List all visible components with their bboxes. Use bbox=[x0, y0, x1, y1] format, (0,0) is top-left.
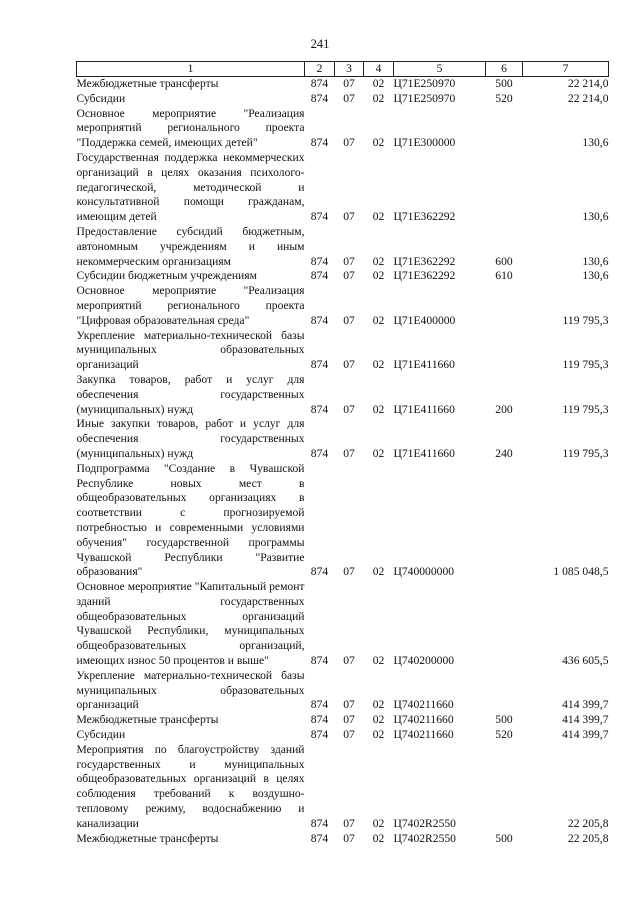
subsection-code: 02 bbox=[372, 713, 385, 727]
expense-type-code: 500 bbox=[495, 77, 513, 90]
subsection-code: 02 bbox=[372, 210, 385, 224]
table-row bbox=[77, 743, 609, 832]
target-article-code: Ц71Е411660 bbox=[393, 358, 455, 372]
subsection-code: 02 bbox=[372, 402, 385, 416]
subsection-code: 02 bbox=[372, 136, 385, 150]
expense-type-code bbox=[486, 580, 523, 669]
target-article-code: Ц71Е250970 bbox=[393, 77, 456, 90]
row-name: Субсидии bbox=[76, 728, 126, 742]
column-header: 3 bbox=[335, 62, 364, 77]
table-row bbox=[77, 462, 609, 580]
section-code: 07 bbox=[343, 254, 355, 268]
table-row bbox=[77, 269, 609, 284]
ministry-code: 874 bbox=[310, 728, 329, 742]
expense-type-code: 500 bbox=[495, 831, 513, 845]
amount: 119 795,3 bbox=[562, 313, 609, 327]
target-article-code: Ц7402R2550 bbox=[393, 831, 456, 845]
table-row bbox=[77, 417, 609, 461]
ministry-code: 874 bbox=[310, 698, 329, 712]
target-article-code: Ц740211660 bbox=[393, 713, 454, 727]
table-row bbox=[77, 580, 609, 669]
target-article-code: Ц71Е362292 bbox=[393, 254, 456, 268]
target-article-code: Ц71Е362292 bbox=[393, 210, 456, 224]
target-article-code: Ц71Е400000 bbox=[393, 313, 456, 327]
ministry-code: 874 bbox=[310, 313, 329, 327]
amount: 22 214,0 bbox=[567, 77, 609, 90]
amount: 414 399,7 bbox=[562, 728, 609, 742]
ministry-code: 874 bbox=[310, 816, 329, 830]
ministry-code: 874 bbox=[310, 713, 329, 727]
table-header-row bbox=[77, 62, 609, 77]
ministry-code: 874 bbox=[310, 831, 329, 845]
target-article-code: Ц71Е411660 bbox=[393, 402, 455, 416]
amount: 414 399,7 bbox=[562, 698, 609, 712]
expense-type-code: 240 bbox=[495, 446, 513, 460]
amount: 130,6 bbox=[582, 269, 609, 283]
ministry-code: 874 bbox=[310, 402, 329, 416]
amount: 22 205,8 bbox=[567, 816, 609, 830]
expense-type-code: 200 bbox=[495, 402, 513, 416]
table-row bbox=[77, 284, 609, 328]
expense-type-code bbox=[486, 329, 523, 373]
expense-type-code: 520 bbox=[495, 91, 513, 105]
row-name: Закупка товаров, работ и услуг для обеспечения государственных (муниципальных) нужд bbox=[76, 372, 305, 416]
table-row bbox=[77, 151, 609, 225]
expense-type-code: 500 bbox=[495, 713, 513, 727]
ministry-code: 874 bbox=[310, 446, 329, 460]
row-name: Межбюджетные трансферты bbox=[76, 831, 219, 845]
row-name: Иные закупки товаров, работ и услуг для обеспечения государственных (муниципальных) нужд bbox=[76, 417, 305, 460]
ministry-code: 874 bbox=[310, 565, 329, 579]
section-code: 07 bbox=[343, 816, 355, 830]
ministry-code: 874 bbox=[310, 210, 329, 224]
target-article-code: Ц740211660 bbox=[393, 698, 454, 712]
amount: 436 605,5 bbox=[562, 654, 609, 668]
row-name: Укрепление материально-технической базы муниципальных образовательных организаций bbox=[76, 328, 305, 372]
section-code: 07 bbox=[343, 91, 355, 105]
amount: 1 085 048,5 bbox=[553, 565, 609, 579]
section-code: 07 bbox=[343, 698, 355, 712]
row-name: Основное мероприятие "Капитальный ремонт зданий государственных общеобразовательных организаций Чувашской Республики, муниципальных общеобразовательных организаций, имеющих износ 50 процентов и выше" bbox=[76, 580, 305, 668]
table-row bbox=[77, 92, 609, 107]
expense-type-code: 610 bbox=[495, 269, 513, 283]
subsection-code: 02 bbox=[372, 831, 385, 845]
row-name: Межбюджетные трансферты bbox=[76, 77, 219, 90]
subsection-code: 02 bbox=[372, 91, 385, 105]
row-name: Субсидии бюджетным учреждениям bbox=[76, 269, 257, 283]
target-article-code: Ц71Е411660 bbox=[393, 446, 455, 460]
target-article-code: Ц71Е362292 bbox=[393, 269, 456, 283]
subsection-code: 02 bbox=[372, 446, 385, 460]
column-header: 4 bbox=[364, 62, 394, 77]
subsection-code: 02 bbox=[372, 77, 385, 90]
ministry-code: 874 bbox=[310, 358, 329, 372]
section-code: 07 bbox=[343, 713, 355, 727]
section-code: 07 bbox=[343, 402, 355, 416]
subsection-code: 02 bbox=[372, 698, 385, 712]
section-code: 07 bbox=[343, 269, 355, 283]
amount: 22 205,8 bbox=[567, 831, 609, 845]
row-name: Мероприятия по благоустройству зданий государственных и муниципальных общеобразовательных организаций в целях соблюдения требований к воздушно-тепловому режиму, водоснабжению и канализации bbox=[76, 742, 305, 830]
table-row bbox=[77, 225, 609, 269]
row-name: Предоставление субсидий бюджетным, автономным учреждениям и иным некоммерческим организациям bbox=[76, 224, 305, 268]
section-code: 07 bbox=[343, 136, 355, 150]
amount: 130,6 bbox=[582, 136, 609, 150]
expense-type-code: 520 bbox=[495, 728, 513, 742]
table-row bbox=[77, 669, 609, 713]
table-row bbox=[77, 728, 609, 743]
amount: 119 795,3 bbox=[562, 446, 609, 460]
row-name: Основное мероприятие "Реализация мероприятий регионального проекта "Цифровая образовательная среда" bbox=[76, 284, 305, 327]
amount: 119 795,3 bbox=[562, 358, 609, 372]
subsection-code: 02 bbox=[372, 654, 385, 668]
expense-type-code bbox=[486, 107, 523, 151]
subsection-code: 02 bbox=[372, 254, 385, 268]
subsection-code: 02 bbox=[372, 313, 385, 327]
target-article-code: Ц71Е250970 bbox=[393, 91, 456, 105]
target-article-code: Ц740000000 bbox=[393, 565, 455, 579]
section-code: 07 bbox=[343, 446, 355, 460]
amount: 130,6 bbox=[582, 254, 609, 268]
page-number: 241 bbox=[310, 37, 330, 51]
amount: 414 399,7 bbox=[562, 713, 609, 727]
table-row bbox=[77, 107, 609, 151]
expense-type-code bbox=[486, 284, 523, 328]
expense-type-code bbox=[486, 669, 523, 713]
row-name: Субсидии bbox=[76, 91, 126, 105]
target-article-code: Ц740211660 bbox=[393, 728, 454, 742]
table-row bbox=[77, 373, 609, 417]
ministry-code: 874 bbox=[310, 654, 329, 668]
section-code: 07 bbox=[343, 313, 355, 327]
expense-type-code bbox=[486, 462, 523, 580]
column-header: 5 bbox=[394, 62, 486, 77]
budget-table bbox=[76, 61, 609, 846]
target-article-code: Ц7402R2550 bbox=[393, 816, 456, 830]
subsection-code: 02 bbox=[372, 269, 385, 283]
section-code: 07 bbox=[343, 565, 355, 579]
amount: 119 795,3 bbox=[562, 402, 609, 416]
row-name: Основное мероприятие "Реализация мероприятий регионального проекта "Поддержка семей, имеющих детей" bbox=[76, 106, 305, 150]
column-header: 6 bbox=[486, 62, 523, 77]
subsection-code: 02 bbox=[372, 358, 385, 372]
table-row bbox=[77, 713, 609, 728]
section-code: 07 bbox=[343, 210, 355, 224]
ministry-code: 874 bbox=[310, 91, 329, 105]
section-code: 07 bbox=[343, 728, 355, 742]
subsection-code: 02 bbox=[372, 565, 385, 579]
ministry-code: 874 bbox=[310, 136, 329, 150]
column-header: 2 bbox=[305, 62, 335, 77]
amount: 130,6 bbox=[582, 210, 609, 224]
expense-type-code: 600 bbox=[495, 254, 513, 268]
section-code: 07 bbox=[343, 831, 355, 845]
subsection-code: 02 bbox=[372, 728, 385, 742]
target-article-code: Ц740200000 bbox=[393, 654, 455, 668]
expense-type-code bbox=[486, 151, 523, 225]
table-row bbox=[77, 77, 609, 92]
ministry-code: 874 bbox=[310, 254, 329, 268]
section-code: 07 bbox=[343, 358, 355, 372]
column-header: 1 bbox=[77, 62, 305, 77]
ministry-code: 874 bbox=[310, 77, 329, 90]
table-row bbox=[77, 329, 609, 373]
expense-type-code bbox=[486, 743, 523, 832]
column-header: 7 bbox=[523, 62, 609, 77]
table-row bbox=[77, 832, 609, 847]
row-name: Подпрограмма "Создание в Чувашской Республике новых мест в общеобразовательных организациях в соответствии с прогнозируемой потребностью и современными условиями обучения" государственной программы Чувашской Республики "Развитие образования" bbox=[76, 461, 305, 579]
target-article-code: Ц71Е300000 bbox=[393, 136, 456, 150]
row-name: Государственная поддержка некоммерческих организаций в целях оказания психолого-педагогической, методической и консультативной помощи гражданам, имеющим детей bbox=[76, 150, 305, 224]
section-code: 07 bbox=[343, 654, 355, 668]
ministry-code: 874 bbox=[310, 269, 329, 283]
subsection-code: 02 bbox=[372, 816, 385, 830]
row-name: Укрепление материально-технической базы муниципальных образовательных организаций bbox=[76, 668, 305, 712]
row-name: Межбюджетные трансферты bbox=[76, 713, 219, 727]
section-code: 07 bbox=[343, 77, 355, 90]
amount: 22 214,0 bbox=[567, 91, 609, 105]
